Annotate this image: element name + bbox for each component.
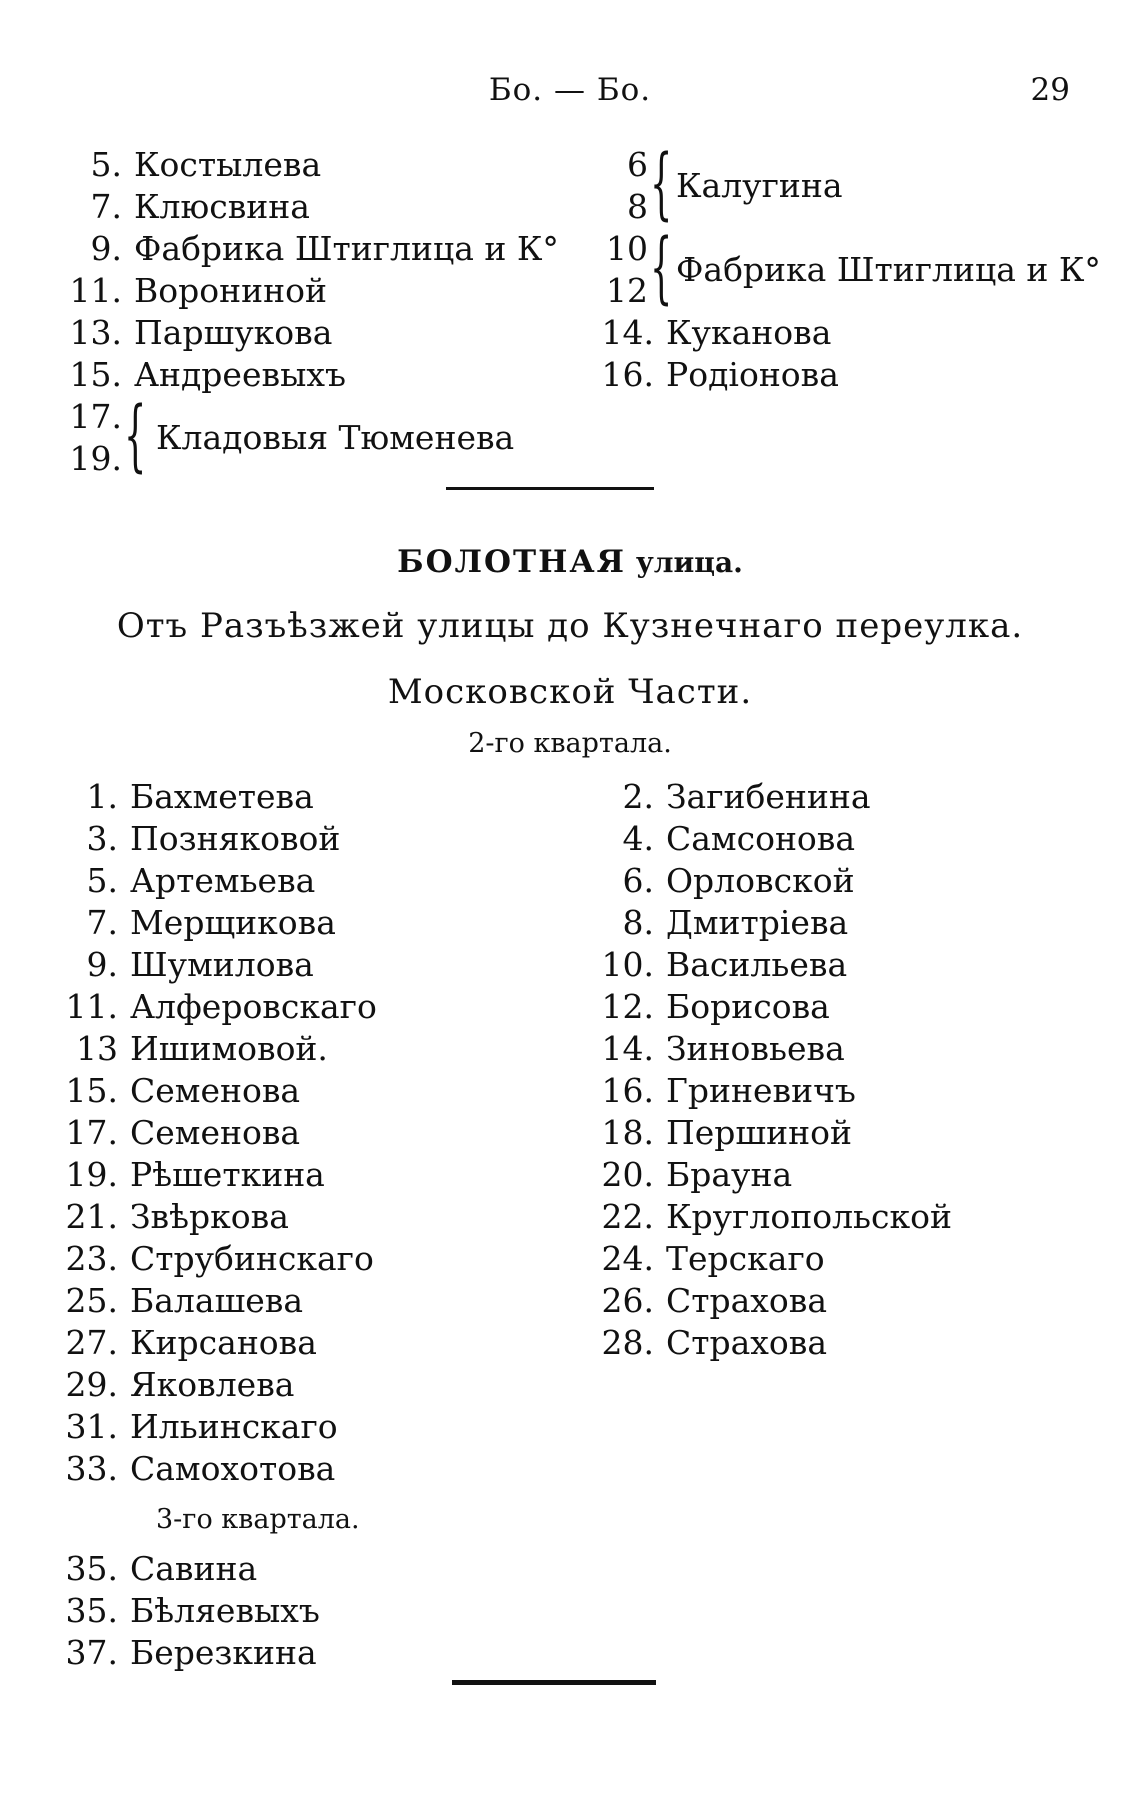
- house-number: 25.: [65, 1281, 118, 1320]
- owner-name: Ильинскаго: [130, 1407, 338, 1446]
- house-number: 5.: [86, 861, 118, 900]
- quarter-heading: 3-го квартала.: [156, 1504, 360, 1535]
- owner-name: Кладовыя Тюменева: [156, 418, 515, 457]
- list-item: [36, 902, 377, 944]
- list-item: [36, 1070, 377, 1112]
- house-number: 10: [606, 229, 648, 268]
- house-number: 19.: [69, 439, 122, 478]
- owner-name: Балашева: [130, 1281, 304, 1320]
- house-number: 17.: [69, 397, 122, 436]
- owner-name: Паршукова: [134, 313, 333, 352]
- owner-name: Костылева: [134, 145, 322, 184]
- house-number: 23.: [65, 1239, 118, 1278]
- list-item: [40, 228, 559, 270]
- owner-name: Фабрика Штиглица и К°: [676, 250, 1101, 289]
- street-name: БОЛОТНАЯ: [397, 544, 626, 580]
- list-item: [36, 1632, 320, 1674]
- list-item: [40, 186, 559, 228]
- list-item: [566, 944, 952, 986]
- house-number: 3.: [86, 819, 118, 858]
- even-house-column: [566, 776, 952, 1364]
- list-item: [566, 1028, 952, 1070]
- section-divider: [446, 487, 654, 490]
- owner-name: Гриневичъ: [666, 1071, 856, 1110]
- list-item: [566, 1154, 952, 1196]
- street-type: улица.: [635, 546, 743, 579]
- owner-name: Загибенина: [666, 777, 871, 816]
- curly-brace-icon: {: [124, 391, 147, 481]
- list-item: [36, 1280, 377, 1322]
- owner-name: Дмитріева: [666, 903, 849, 942]
- list-item: [36, 1406, 377, 1448]
- house-number: 16.: [601, 1071, 654, 1110]
- house-number: 19.: [65, 1155, 118, 1194]
- house-number: 17.: [65, 1113, 118, 1152]
- house-number: 1.: [86, 777, 118, 816]
- list-item: [36, 1322, 377, 1364]
- house-number: 8.: [622, 903, 654, 942]
- list-item: [36, 860, 377, 902]
- list-item: [566, 860, 952, 902]
- quarter-heading: 2-го квартала.: [468, 728, 672, 759]
- house-number: 7.: [86, 903, 118, 942]
- list-item: [566, 1070, 952, 1112]
- owner-name: Орловской: [666, 861, 855, 900]
- house-number: 12.: [601, 987, 654, 1026]
- house-number: 8: [627, 187, 648, 226]
- house-number: 15.: [65, 1071, 118, 1110]
- list-item: [566, 1280, 952, 1322]
- owner-name: Терскаго: [666, 1239, 825, 1278]
- owner-name: Позняковой: [130, 819, 341, 858]
- grouped-list-item: [40, 391, 559, 481]
- list-item: [566, 818, 952, 860]
- house-number: 27.: [65, 1323, 118, 1362]
- owner-name: Фабрика Штиглица и К°: [134, 229, 559, 268]
- street-title: [0, 544, 1140, 580]
- house-number: 24.: [601, 1239, 654, 1278]
- list-item: [40, 270, 559, 312]
- house-number: 9.: [86, 945, 118, 984]
- owner-name: Яковлева: [130, 1365, 295, 1404]
- house-number: 13: [76, 1029, 118, 1068]
- owner-name: Рѣшеткина: [130, 1155, 325, 1194]
- end-divider: [452, 1680, 656, 1685]
- house-number: 11.: [65, 987, 118, 1026]
- list-item: [40, 354, 559, 396]
- list-item: [36, 1590, 320, 1632]
- house-number: 26.: [601, 1281, 654, 1320]
- owner-name: Родіонова: [666, 355, 839, 394]
- grouped-house-numbers: [566, 228, 648, 312]
- owner-name: Борисова: [666, 987, 830, 1026]
- house-number: 4.: [622, 819, 654, 858]
- list-item: [566, 1196, 952, 1238]
- odd-house-column: [36, 776, 377, 1490]
- owner-name: Мерщикова: [130, 903, 336, 942]
- list-item: [40, 312, 559, 354]
- house-number: 15.: [69, 355, 122, 394]
- list-item: [36, 944, 377, 986]
- owner-name: Ишимовой.: [130, 1029, 328, 1068]
- list-item: [36, 1238, 377, 1280]
- house-number: 10.: [601, 945, 654, 984]
- previous-street-left-column: [40, 144, 559, 480]
- previous-street-right-column: [566, 139, 1101, 396]
- house-number: 37.: [65, 1633, 118, 1672]
- house-number: 35.: [65, 1549, 118, 1588]
- house-number: 22.: [601, 1197, 654, 1236]
- house-number: 13.: [69, 313, 122, 352]
- house-number: 16.: [601, 355, 654, 394]
- house-number: 11.: [69, 271, 122, 310]
- house-number: 20.: [601, 1155, 654, 1194]
- list-item: [566, 902, 952, 944]
- list-item: [36, 1548, 320, 1590]
- owner-name: Артемьева: [130, 861, 316, 900]
- house-number: 7.: [90, 187, 122, 226]
- list-item: [566, 1238, 952, 1280]
- owner-name: Семенова: [130, 1071, 301, 1110]
- list-item: [36, 1112, 377, 1154]
- grouped-house-numbers: [40, 396, 122, 480]
- owner-name: Алферовскаго: [130, 987, 377, 1026]
- house-number: 21.: [65, 1197, 118, 1236]
- list-item: [40, 144, 559, 186]
- house-number: 14.: [601, 1029, 654, 1068]
- list-item: [566, 354, 839, 396]
- house-number: 29.: [65, 1365, 118, 1404]
- list-item: [566, 1112, 952, 1154]
- house-number: 6.: [622, 861, 654, 900]
- owner-name: Клюсвина: [134, 187, 310, 226]
- owner-name: Звѣркова: [130, 1197, 289, 1236]
- owner-name: Васильева: [666, 945, 848, 984]
- list-item: [36, 1154, 377, 1196]
- owner-name: Страхова: [666, 1281, 828, 1320]
- owner-name: Куканова: [666, 313, 832, 352]
- page-number: 29: [1030, 72, 1070, 108]
- owner-name: Савина: [130, 1549, 258, 1588]
- district-heading: Московской Части.: [387, 672, 753, 712]
- owner-name: Бѣляевыхъ: [130, 1591, 320, 1630]
- owner-name: Семенова: [130, 1113, 301, 1152]
- owner-name: Самсонова: [666, 819, 856, 858]
- house-number: 9.: [90, 229, 122, 268]
- owner-name: Струбинскаго: [130, 1239, 374, 1278]
- house-number: 18.: [601, 1113, 654, 1152]
- house-number: 35.: [65, 1591, 118, 1630]
- list-item: [36, 1364, 377, 1406]
- house-number: 33.: [65, 1449, 118, 1488]
- list-item: [36, 986, 377, 1028]
- house-number: 14.: [601, 313, 654, 352]
- house-number: 28.: [601, 1323, 654, 1362]
- owner-name: Круглопольской: [666, 1197, 952, 1236]
- grouped-house-numbers: [566, 144, 648, 228]
- owner-name: Ворониной: [134, 271, 327, 310]
- house-number: 12: [606, 271, 648, 310]
- list-item: [36, 1028, 377, 1070]
- list-item: [36, 1196, 377, 1238]
- owner-name: Кирсанова: [130, 1323, 317, 1362]
- grouped-list-item: [566, 223, 1101, 313]
- list-item: [36, 776, 377, 818]
- house-number: 6: [627, 145, 648, 184]
- owner-name: Самохотова: [130, 1449, 336, 1488]
- list-item: [566, 986, 952, 1028]
- curly-brace-icon: {: [650, 139, 673, 229]
- house-number: 31.: [65, 1407, 118, 1446]
- list-item: [566, 776, 952, 818]
- owner-name: Страхова: [666, 1323, 828, 1362]
- list-item: [566, 1322, 952, 1364]
- owner-name: Першиной: [666, 1113, 852, 1152]
- owner-name: Бахметева: [130, 777, 314, 816]
- owner-name: Брауна: [666, 1155, 793, 1194]
- list-item: [566, 312, 839, 354]
- owner-name: Калугина: [676, 166, 843, 205]
- street-range: Отъ Разъѣзжей улицы до Кузнечнаго переулка.: [116, 606, 1024, 646]
- owner-name: Березкина: [130, 1633, 317, 1672]
- house-number: 2.: [622, 777, 654, 816]
- owner-name: Андреевыхъ: [134, 355, 346, 394]
- third-quarter-column: [36, 1548, 320, 1674]
- list-item: [36, 818, 377, 860]
- owner-name: Шумилова: [130, 945, 314, 984]
- house-number: 5.: [90, 145, 122, 184]
- owner-name: Зиновьева: [666, 1029, 845, 1068]
- curly-brace-icon: {: [650, 223, 673, 313]
- grouped-list-item: [566, 139, 843, 229]
- list-item: [36, 1448, 377, 1490]
- running-head: Бо. — Бо.: [488, 72, 652, 108]
